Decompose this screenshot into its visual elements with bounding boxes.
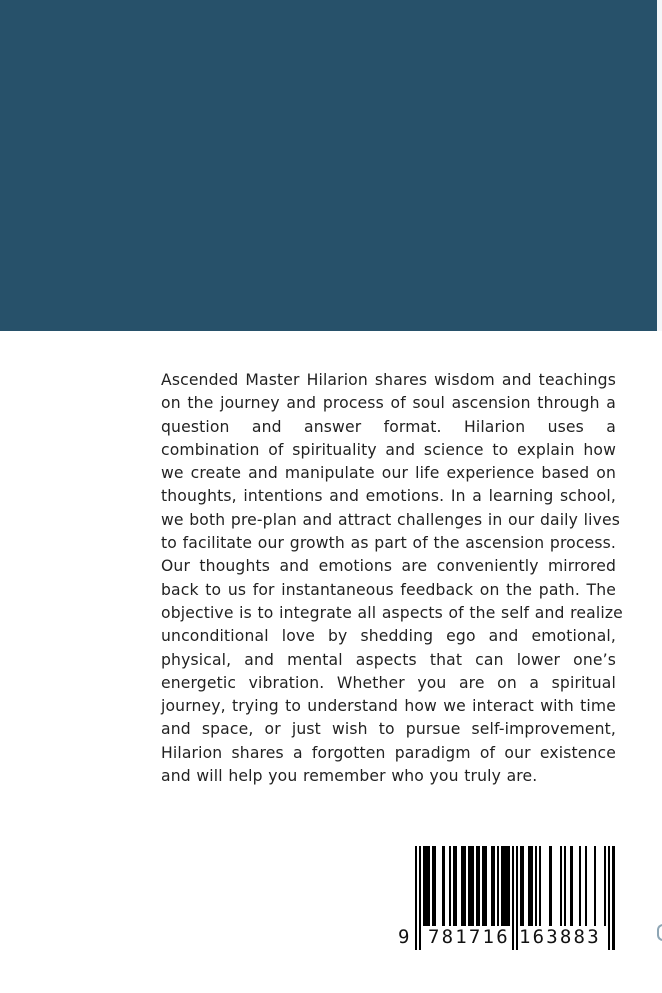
- blurb-line: back to us for instantaneous feedback on the path. The: [161, 580, 616, 599]
- barcode-bar: [497, 846, 499, 926]
- blurb-line: Hilarion shares a forgotten paradigm of our existence: [161, 743, 616, 762]
- blurb-line: on the journey and process of soul ascension through a: [161, 394, 616, 413]
- barcode-bar: [522, 846, 524, 926]
- barcode-left-group: 781716: [428, 926, 510, 948]
- barcode-bar: [507, 846, 509, 926]
- barcode-bar: [539, 846, 541, 926]
- barcode-bar: [415, 846, 417, 950]
- blurb-line: journey, trying to understand how we interact with time: [161, 697, 616, 716]
- blurb-line: Ascended Master Hilarion shares wisdom and teachings: [161, 371, 616, 389]
- barcode-bar: [512, 846, 514, 950]
- blurb-line: energetic vibration. Whether you are on a spiritual: [161, 673, 616, 692]
- barcode-bar: [604, 846, 606, 926]
- blurb-line: physical, and mental aspects that can lower one’s: [161, 650, 616, 669]
- barcode-bar: [564, 846, 566, 926]
- barcode-lead-digit: 9: [398, 926, 412, 948]
- barcode-right-group: 163883: [519, 926, 601, 948]
- blurb-line: unconditional love by shedding ego and emotional,: [161, 627, 616, 646]
- barcode-bar: [463, 846, 465, 926]
- barcode-bar: [560, 846, 562, 926]
- barcode-bar: [579, 846, 581, 926]
- barcode-bar: [478, 846, 480, 926]
- barcode-bar: [484, 846, 486, 926]
- barcode-bar: [434, 846, 436, 926]
- book-blurb: [161, 369, 623, 788]
- barcode-bar: [594, 846, 596, 926]
- blurb-line: Our thoughts and emotions are conveniently mirrored: [161, 557, 616, 576]
- barcode-bar: [493, 846, 495, 926]
- blurb-line: combination of spirituality and science to explain how: [161, 440, 616, 459]
- barcode-bar: [442, 846, 444, 926]
- blurb-line: to facilitate our growth as part of the ascension process.: [161, 534, 616, 553]
- blurb-line: objective is to integrate all aspects of the self and realize: [161, 603, 623, 622]
- clipped-edge-glyph: [657, 924, 662, 941]
- barcode-bar: [585, 846, 587, 926]
- blurb-line: thoughts, intentions and emotions. In a learning school,: [161, 487, 616, 506]
- barcode-bar: [531, 846, 533, 926]
- blurb-line: question and answer format. Hilarion uses a: [161, 417, 616, 436]
- barcode-bar: [516, 846, 518, 950]
- barcode-bar: [549, 846, 551, 926]
- cover-color-block: [0, 0, 657, 331]
- blurb-line: and space, or just wish to pursue self-improvement,: [161, 720, 616, 739]
- barcode-bar: [449, 846, 451, 926]
- barcode-bar: [428, 846, 430, 926]
- barcode-bar: [455, 846, 457, 926]
- barcode-bar: [608, 846, 610, 950]
- barcode-bar: [570, 846, 572, 926]
- blurb-line: and will help you remember who you truly are.: [161, 767, 538, 786]
- blurb-line: we create and manipulate our life experience based on: [161, 464, 616, 483]
- barcode-bar: [419, 846, 421, 950]
- barcode-bar: [535, 846, 537, 926]
- blurb-line: we both pre-plan and attract challenges in our daily lives: [161, 510, 621, 529]
- barcode-bar: [612, 846, 614, 950]
- cover-edge-strip: [657, 0, 662, 331]
- isbn-barcode: [398, 844, 618, 952]
- barcode-bar: [472, 846, 474, 926]
